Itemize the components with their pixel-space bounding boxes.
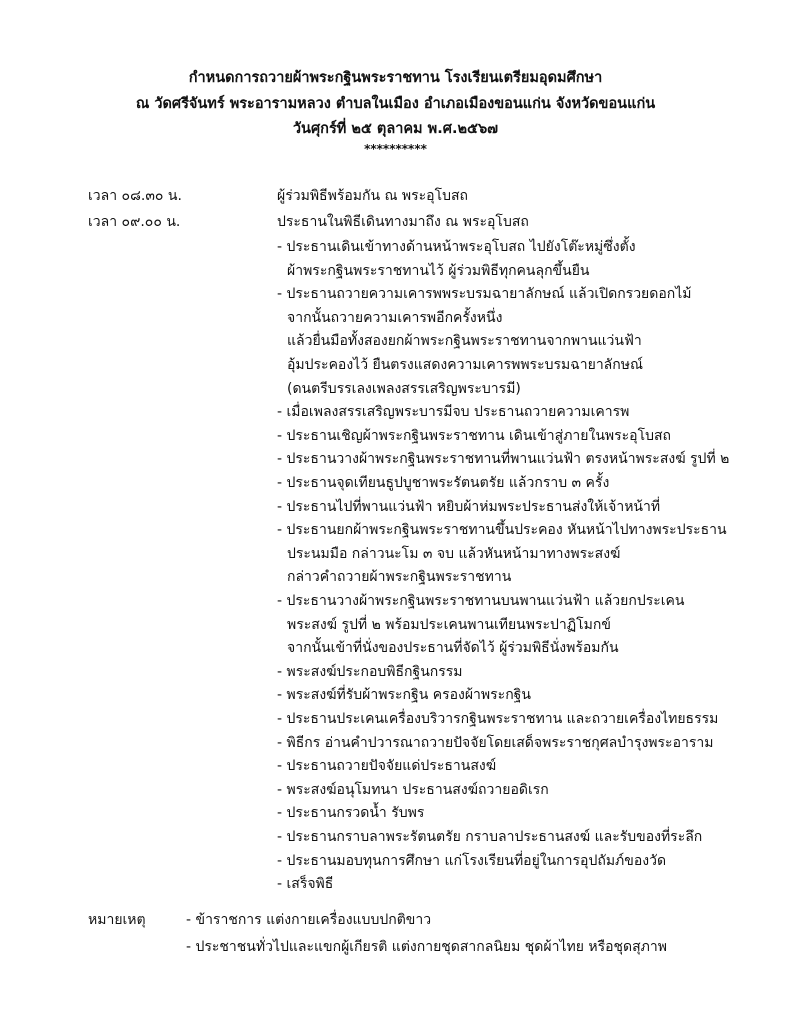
step-continuation-line: แล้วยื่นมือทั้งสองยกผ้าพระกฐินพระราชทานจากพานแว่นฟ้า bbox=[287, 333, 642, 349]
step-continuation-line: จากนั้นเข้าที่นั่งของประธานที่จัดไว้ ผู้ร่วมพิธีนั่งพร้อมกัน bbox=[287, 640, 619, 656]
step-item: - เมื่อเพลงสรรเสริญพระบารมีจบ ประธานถวายความเคารพ bbox=[277, 404, 630, 420]
step-item: - ประธานประเคนเครื่องบริวารกฐินพระราชทาน และถวายเครื่องไทยธรรม bbox=[277, 711, 719, 727]
document-date: วันศุกร์ที่ ๒๕ ตุลาคม พ.ศ.๒๕๖๗ bbox=[292, 121, 499, 137]
step-item: - ประธานไปที่พานแว่นฟ้า หยิบผ้าห่มพระประธานส่งให้เจ้าหน้าที่ bbox=[277, 499, 661, 515]
step-continuation-line: (ดนตรีบรรเลงเพลงสรรเสริญพระบารมี) bbox=[287, 381, 521, 397]
remarks-label: หมายเหตุ bbox=[88, 912, 146, 928]
step-continuation-line: กล่าวคำถวายผ้าพระกฐินพระราชทาน bbox=[287, 569, 512, 585]
step-item: - ประธานเชิญผ้าพระกฐินพระราชทาน เดินเข้าสู่ภายในพระอุโบสถ bbox=[277, 428, 671, 444]
schedule-headline-2: ประธานในพิธีเดินทางมาถึง ณ พระอุโบสถ bbox=[277, 214, 529, 230]
document-title-line-1: กำหนดการถวายผ้าพระกฐินพระราชทาน โรงเรียนเตรียมอุดมศึกษา bbox=[188, 70, 603, 86]
step-continuation-line: อุ้มประคองไว้ ยืนตรงแสดงความเคารพพระบรมฉายาลักษณ์ bbox=[287, 357, 643, 373]
step-item: - พิธีกร อ่านคำปวารณาถวายปัจจัยโดยเสด็จพระราชกุศลบำรุงพระอาราม bbox=[277, 735, 714, 751]
step-item: - ประธานเดินเข้าทางด้านหน้าพระอุโบสถ ไปยังโต๊ะหมู่ซึ่งตั้ง bbox=[277, 239, 636, 255]
step-continuation-line: จากนั้นถวายความเคารพอีกครั้งหนึ่ง bbox=[287, 310, 503, 326]
schedule-time-1: เวลา ๐๘.๓๐ น. bbox=[88, 188, 182, 204]
step-item: - ประธานกรวดน้ำ รับพร bbox=[277, 805, 425, 821]
remark-item-2: - ประชาชนทั่วไปและแขกผู้เกียรติ แต่งกายชุดสากลนิยม ชุดผ้าไทย หรือชุดสุภาพ bbox=[186, 939, 667, 955]
step-item: - ประธานกราบลาพระรัตนตรัย กราบลาประธานสงฆ์ และรับของที่ระลึก bbox=[277, 829, 703, 845]
step-item: - พระสงฆ์ที่รับผ้าพระกฐิน ครองผ้าพระกฐิน bbox=[277, 687, 531, 703]
schedule-headline-1: ผู้ร่วมพิธีพร้อมกัน ณ พระอุโบสถ bbox=[277, 188, 469, 204]
step-item: - ประธานถวายความเคารพพระบรมฉายาลักษณ์ แล้วเปิดกรวยดอกไม้ bbox=[277, 286, 692, 302]
remark-item-1: - ข้าราชการ แต่งกายเครื่องแบบปกติขาว bbox=[186, 912, 432, 928]
schedule-time-2: เวลา ๐๙.๐๐ น. bbox=[88, 214, 181, 230]
step-item: - พระสงฆ์ประกอบพิธีกฐินกรรม bbox=[277, 664, 463, 680]
step-item: - ประธานวางผ้าพระกฐินพระราชทานที่พานแว่นฟ้า ตรงหน้าพระสงฆ์ รูปที่ ๒ bbox=[277, 451, 730, 467]
step-continuation-line: ประนมมือ กล่าวนะโม ๓ จบ แล้วหันหน้ามาทางพระสงฆ์ bbox=[287, 546, 621, 562]
step-item: - ประธานมอบทุนการศึกษา แก่โรงเรียนที่อยู่ในการอุปถัมภ์ของวัด bbox=[277, 853, 667, 869]
document-title-line-2: ณ วัดศรีจันทร์ พระอารามหลวง ตำบลในเมือง อำเภอเมืองขอนแก่น จังหวัดขอนแก่น bbox=[135, 96, 656, 112]
step-item: - ประธานยกผ้าพระกฐินพระราชทานขึ้นประคอง หันหน้าไปทางพระประธาน bbox=[277, 522, 727, 538]
step-continuation-line: ผ้าพระกฐินพระราชทานไว้ ผู้ร่วมพิธีทุกคนลุกขึ้นยืน bbox=[287, 263, 590, 279]
step-item: - ประธานวางผ้าพระกฐินพระราชทานบนพานแว่นฟ้า แล้วยกประเคน bbox=[277, 593, 685, 609]
step-continuation-line: พระสงฆ์ รูปที่ ๒ พร้อมประเคนพานเทียนพระปาฏิโมกข์ bbox=[287, 617, 611, 633]
step-item: - เสร็จพิธี bbox=[277, 876, 334, 892]
step-item: - ประธานจุดเทียนธูปบูชาพระรัตนตรัย แล้วกราบ ๓ ครั้ง bbox=[277, 475, 610, 491]
title-separator: ********** bbox=[364, 142, 427, 156]
step-item: - พระสงฆ์อนุโมทนา ประธานสงฆ์ถวายอดิเรก bbox=[277, 782, 549, 798]
step-item: - ประธานถวายปัจจัยแด่ประธานสงฆ์ bbox=[277, 758, 497, 774]
